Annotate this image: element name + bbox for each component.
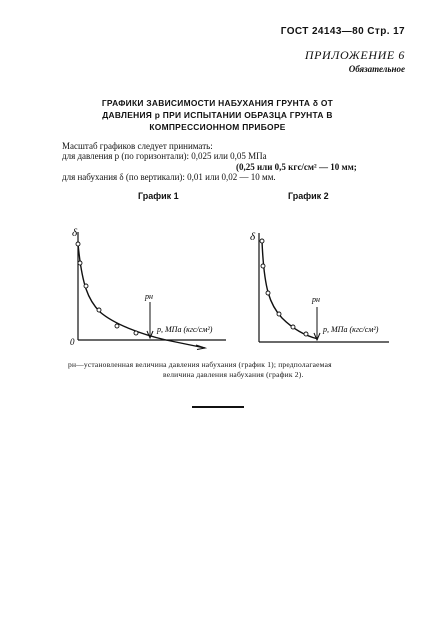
graph-2-y-label: δ xyxy=(250,231,256,243)
graph-2-point xyxy=(291,325,295,329)
section-title-line-2: ДАВЛЕНИЯ p ПРИ ИСПЫТАНИИ ОБРАЗЦА ГРУНТА В xyxy=(102,110,333,120)
graph-1-x-label: p, МПа (кгс/см²) xyxy=(157,325,213,334)
scale-pressure: для давления p (по горизонтали): 0,025 или 0,05 МПа xyxy=(62,151,267,161)
appendix-title: ПРИЛОЖЕНИЕ 6 xyxy=(304,48,405,62)
scale-swelling: для набухания δ (по вертикали): 0,01 или 0,02 — 10 мм. xyxy=(62,172,276,182)
graph-2-x-label: p, МПа (кгс/см²) xyxy=(323,325,379,334)
scale-intro: Масштаб графиков следует принимать: xyxy=(62,141,213,151)
graph-1 xyxy=(70,227,226,350)
section-title-line-3: КОМПРЕССИОННОМ ПРИБОРЕ xyxy=(149,122,286,132)
graph-1-point xyxy=(84,284,88,288)
graph-2-pn-label: pн xyxy=(312,295,320,304)
graph-2-point xyxy=(260,239,264,243)
graph-1-point xyxy=(97,308,101,312)
graph-2-point xyxy=(261,264,265,268)
graph-2-point xyxy=(304,332,308,336)
graph-1-y-label: δ xyxy=(72,227,78,239)
graph-1-point xyxy=(76,242,80,246)
graph-2-point xyxy=(277,312,281,316)
graph-1-pn-label: pн xyxy=(145,292,153,301)
graph-2-point xyxy=(266,291,270,295)
graph-1-caption: График 1 xyxy=(138,191,179,201)
appendix-status: Обязательное xyxy=(348,64,405,74)
section-title-line-1: ГРАФИКИ ЗАВИСИМОСТИ НАБУХАНИЯ ГРУНТА δ ОТ xyxy=(101,98,334,108)
footnote-line-2: величина давления набухания (график 2). xyxy=(163,370,304,379)
graph-2-caption: График 2 xyxy=(288,191,329,201)
graph-2 xyxy=(250,231,389,342)
graph-1-point xyxy=(115,324,119,328)
graph-1-origin: 0 xyxy=(70,337,75,347)
page-header: ГОСТ 24143—80 Стр. 17 xyxy=(280,26,405,37)
scale-pressure-alt: (0,25 или 0,5 кгс/см² — 10 мм; xyxy=(236,162,357,172)
graph-1-point xyxy=(134,331,138,335)
divider xyxy=(192,406,244,408)
graph-2-curve xyxy=(262,241,318,339)
footnote-line-1: pн—установленная величина давления набухания (график 1); предполагаемая xyxy=(68,360,332,369)
graph-1-point xyxy=(78,261,82,265)
